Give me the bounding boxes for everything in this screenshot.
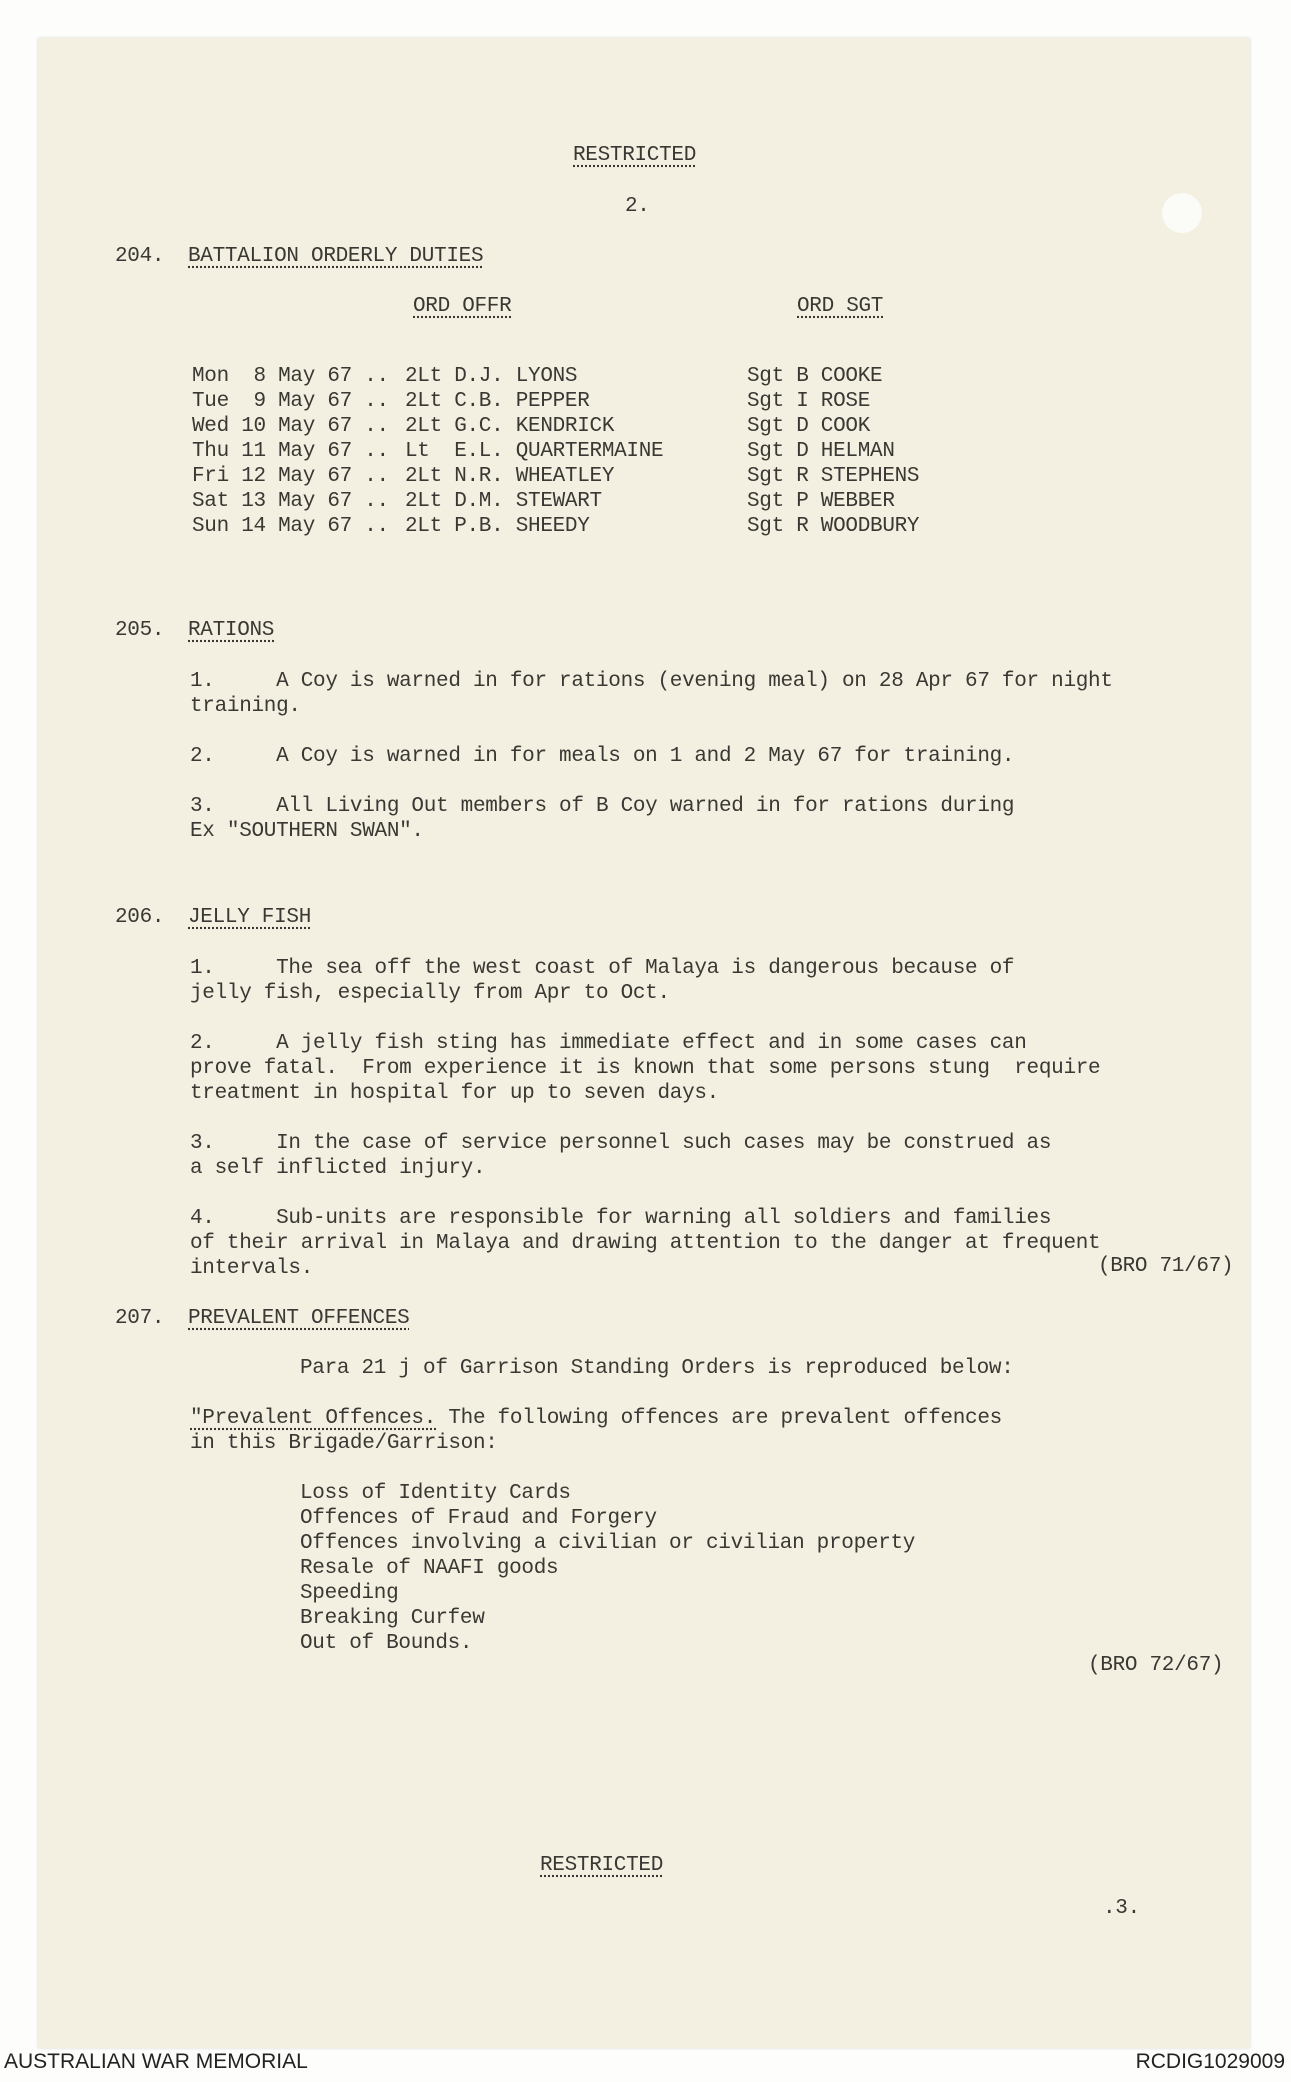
paragraph-line: intervals.: [190, 1257, 314, 1280]
duty-officer: Lt E.L. QUARTERMAINE: [405, 440, 664, 463]
duty-officer: 2Lt G.C. KENDRICK: [405, 415, 615, 438]
paragraph-line: Ex "SOUTHERN SWAN".: [190, 820, 424, 843]
paragraph-line: 1. A Coy is warned in for rations (evening meal) on 28 Apr 67 for night: [190, 670, 1113, 693]
paragraph-line: 3. All Living Out members of B Coy warned in for rations during: [190, 795, 1015, 818]
duty-sgt: Sgt D HELMAN: [747, 440, 895, 463]
reference: (BRO 72/67): [1088, 1654, 1224, 1677]
duty-officer: 2Lt D.M. STEWART: [405, 490, 602, 513]
duty-sgt: Sgt P WEBBER: [747, 490, 895, 513]
offence-item: Out of Bounds.: [300, 1632, 473, 1655]
paragraph-line: treatment in hospital for up to seven days.: [190, 1082, 719, 1105]
section-number: 206.: [115, 906, 165, 929]
duty-officer: 2Lt C.B. PEPPER: [405, 390, 590, 413]
archive-credit: AUSTRALIAN WAR MEMORIAL: [4, 2050, 308, 2073]
offence-item: Resale of NAAFI goods: [300, 1557, 559, 1580]
paragraph-line: of their arrival in Malaya and drawing attention to the danger at frequent: [190, 1232, 1101, 1255]
paragraph-line: training.: [190, 695, 301, 718]
archive-id: RCDIG1029009: [1135, 2050, 1285, 2073]
section-title: JELLY FISH: [188, 906, 312, 929]
reference: (BRO 71/67): [1098, 1255, 1234, 1278]
duty-date: Wed 10 May 67 ..: [192, 415, 389, 438]
offence-item: Offences of Fraud and Forgery: [300, 1507, 657, 1530]
paragraph-line: 1. The sea off the west coast of Malaya is dangerous because of: [190, 957, 1015, 980]
paragraph-line: 4. Sub-units are responsible for warning all soldiers and families: [190, 1207, 1052, 1230]
duty-sgt: Sgt B COOKE: [747, 365, 883, 388]
section-title: RATIONS: [188, 619, 275, 642]
offence-item: Speeding: [300, 1582, 399, 1605]
section-number: 207.: [115, 1307, 165, 1330]
next-page-marker: .3.: [1103, 1897, 1140, 1920]
duty-date: Sun 14 May 67 ..: [192, 515, 389, 538]
column-header-sgt: ORD SGT: [797, 295, 884, 318]
duty-sgt: Sgt R STEPHENS: [747, 465, 920, 488]
offence-item: Offences involving a civilian or civilian property: [300, 1532, 916, 1555]
section-title: BATTALION ORDERLY DUTIES: [188, 245, 484, 268]
duty-sgt: Sgt D COOK: [747, 415, 871, 438]
duty-officer: 2Lt P.B. SHEEDY: [405, 515, 590, 538]
punch-hole: [1162, 193, 1202, 233]
page-number: 2.: [625, 195, 650, 218]
duty-date: Mon 8 May 67 ..: [192, 365, 389, 388]
paragraph-line: Para 21 j of Garrison Standing Orders is reproduced below:: [300, 1357, 1014, 1380]
duty-date: Thu 11 May 67 ..: [192, 440, 389, 463]
paragraph-line: The following offences are prevalent offences: [436, 1407, 1002, 1430]
duty-sgt: Sgt R WOODBURY: [747, 515, 920, 538]
paragraph-line: jelly fish, especially from Apr to Oct.: [190, 982, 670, 1005]
paragraph-line: prove fatal. From experience it is known that some persons stung require: [190, 1057, 1101, 1080]
classification-header: RESTRICTED: [573, 144, 697, 167]
duty-date: Tue 9 May 67 ..: [192, 390, 389, 413]
classification-footer: RESTRICTED: [540, 1854, 664, 1877]
paragraph-line: a self inflicted injury.: [190, 1157, 486, 1180]
duty-sgt: Sgt I ROSE: [747, 390, 871, 413]
duty-officer: 2Lt N.R. WHEATLEY: [405, 465, 615, 488]
paragraph-line: 2. A jelly fish sting has immediate effect and in some cases can: [190, 1032, 1027, 1055]
duty-date: Sat 13 May 67 ..: [192, 490, 389, 513]
section-title: PREVALENT OFFENCES: [188, 1307, 410, 1330]
offence-item: Breaking Curfew: [300, 1607, 485, 1630]
paragraph-line: 2. A Coy is warned in for meals on 1 and 2 May 67 for training.: [190, 745, 1015, 768]
section-number: 204.: [115, 245, 165, 268]
duty-officer: 2Lt D.J. LYONS: [405, 365, 578, 388]
offence-item: Loss of Identity Cards: [300, 1482, 571, 1505]
column-header-offr: ORD OFFR: [413, 295, 512, 318]
duty-date: Fri 12 May 67 ..: [192, 465, 389, 488]
paragraph-line: in this Brigade/Garrison:: [190, 1432, 498, 1455]
quote-title: "Prevalent Offences.: [190, 1407, 437, 1430]
paragraph-line: 3. In the case of service personnel such cases may be construed as: [190, 1132, 1052, 1155]
section-number: 205.: [115, 619, 165, 642]
